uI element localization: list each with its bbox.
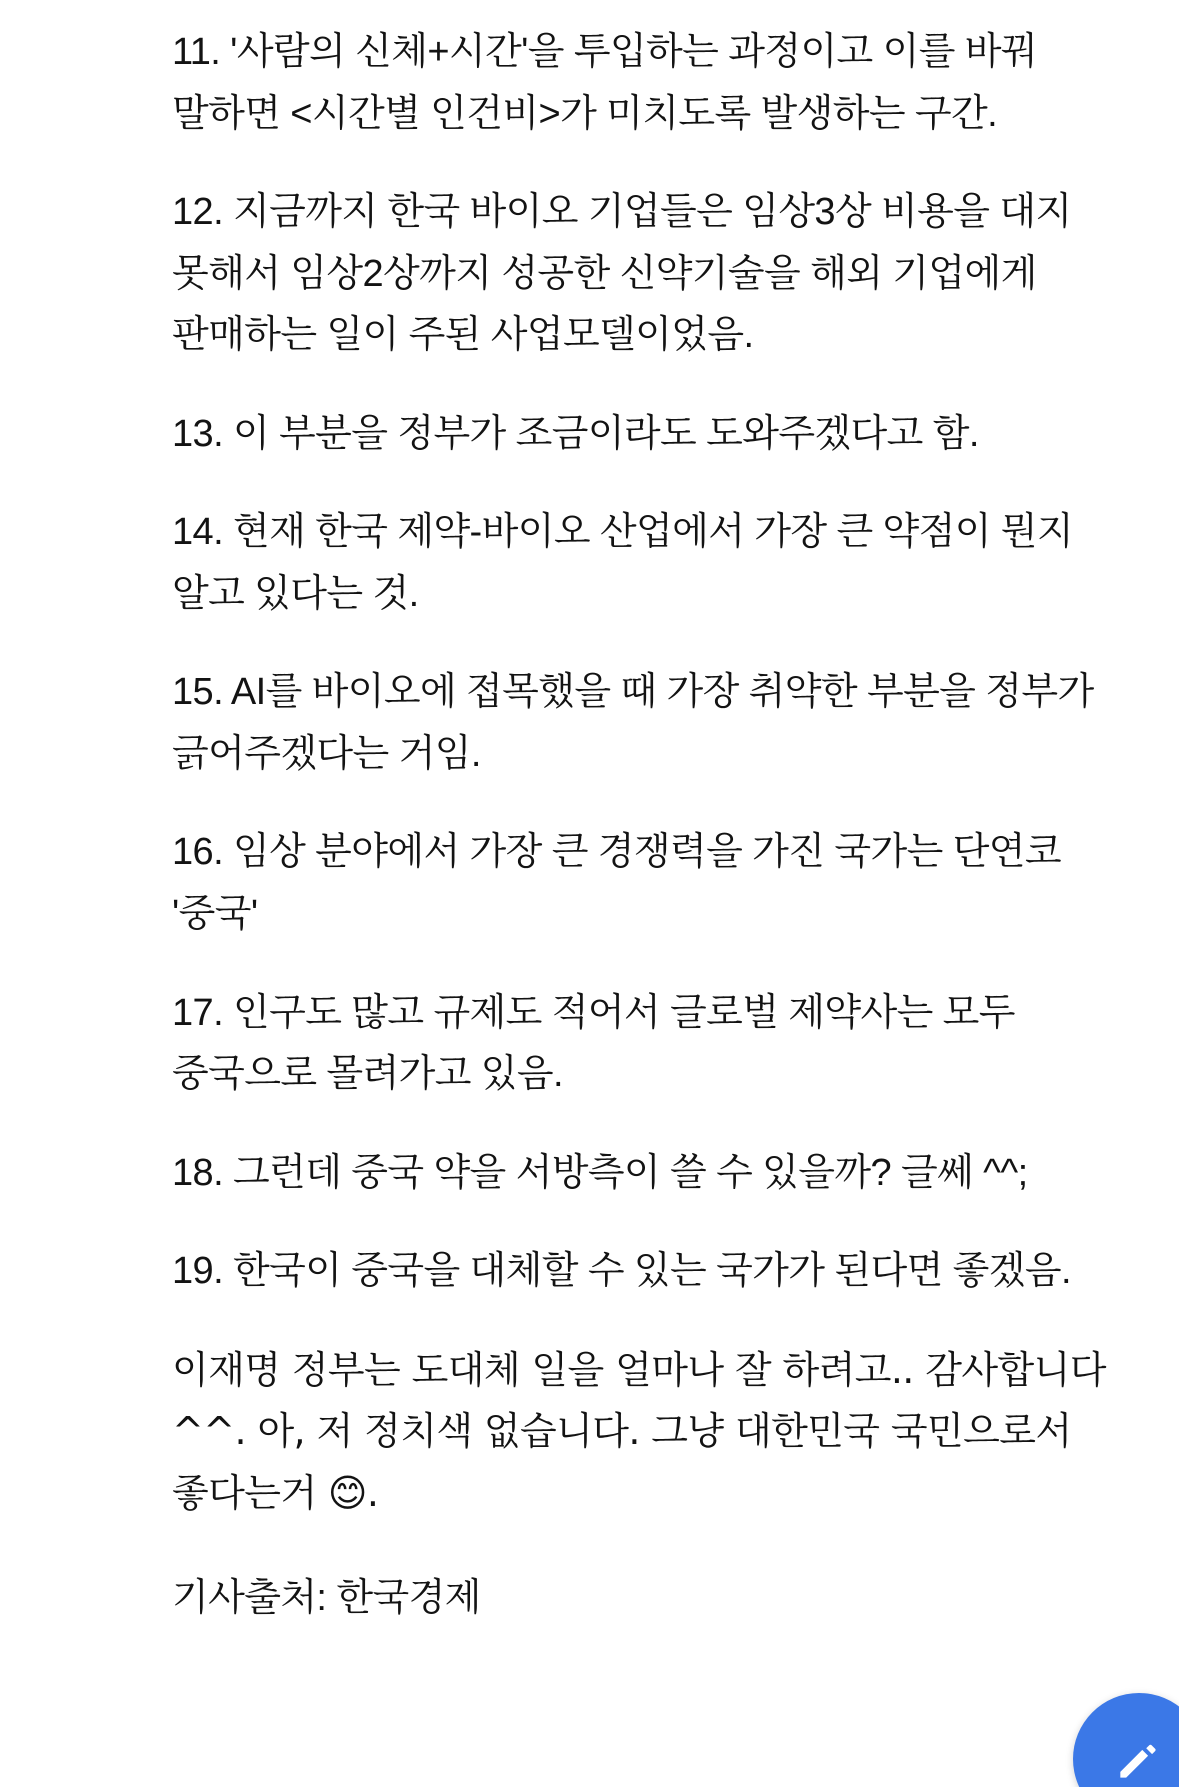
- paragraph: 15. AI를 바이오에 접목했을 때 가장 취약한 부분을 정부가 긁어주겠다는 거임.: [172, 671, 1104, 775]
- paragraph: 12. 지금까지 한국 바이오 기업들은 임상3상 비용을 대지 못해서 임상2상까지 성공한 신약기술을 해외 기업에게 판매하는 일이 주된 사업모델이었음.: [172, 191, 1082, 357]
- paragraph: 13. 이 부분을 정부가 조금이라도 도와주겠다고 함.: [172, 412, 979, 455]
- paragraph: 17. 인구도 많고 규제도 적어서 글로벌 제약사는 모두 중국으로 몰려가고 있음.: [172, 991, 1025, 1096]
- source-line: 기사출처: 한국경제: [172, 1577, 481, 1620]
- paragraph-closing: 이재명 정부는 도대체 일을 얼마나 잘 하려고.. 감사합니다 ^^. 아, 저 정치색 없습니다. 그냥 대한민국 국민으로서 좋다는거 😊.: [172, 1347, 1118, 1515]
- paragraph: 14. 현재 한국 제약-바이오 산업에서 가장 큰 약점이 뭔지 알고 있다는 것.: [172, 511, 1083, 615]
- compose-icon: [1111, 1731, 1167, 1787]
- paragraph: 19. 한국이 중국을 대체할 수 있는 국가가 된다면 좋겠음.: [172, 1250, 1071, 1293]
- post-body: [172, 22, 1127, 1630]
- paragraph: 11. '사람의 신체+시간'을 투입하는 과정이고 이를 바꿔 말하면 <시간별 인건비>가 미치도록 발생하는 구간.: [172, 31, 1047, 135]
- paragraph: 18. 그런데 중국 약을 서방측이 쓸 수 있을까? 글쎄 ^^;: [172, 1151, 1028, 1194]
- compose-floating-button[interactable]: [1073, 1693, 1179, 1787]
- paragraph: 16. 임상 분야에서 가장 큰 경쟁력을 가진 국가는 단연코 '중국': [172, 831, 1071, 936]
